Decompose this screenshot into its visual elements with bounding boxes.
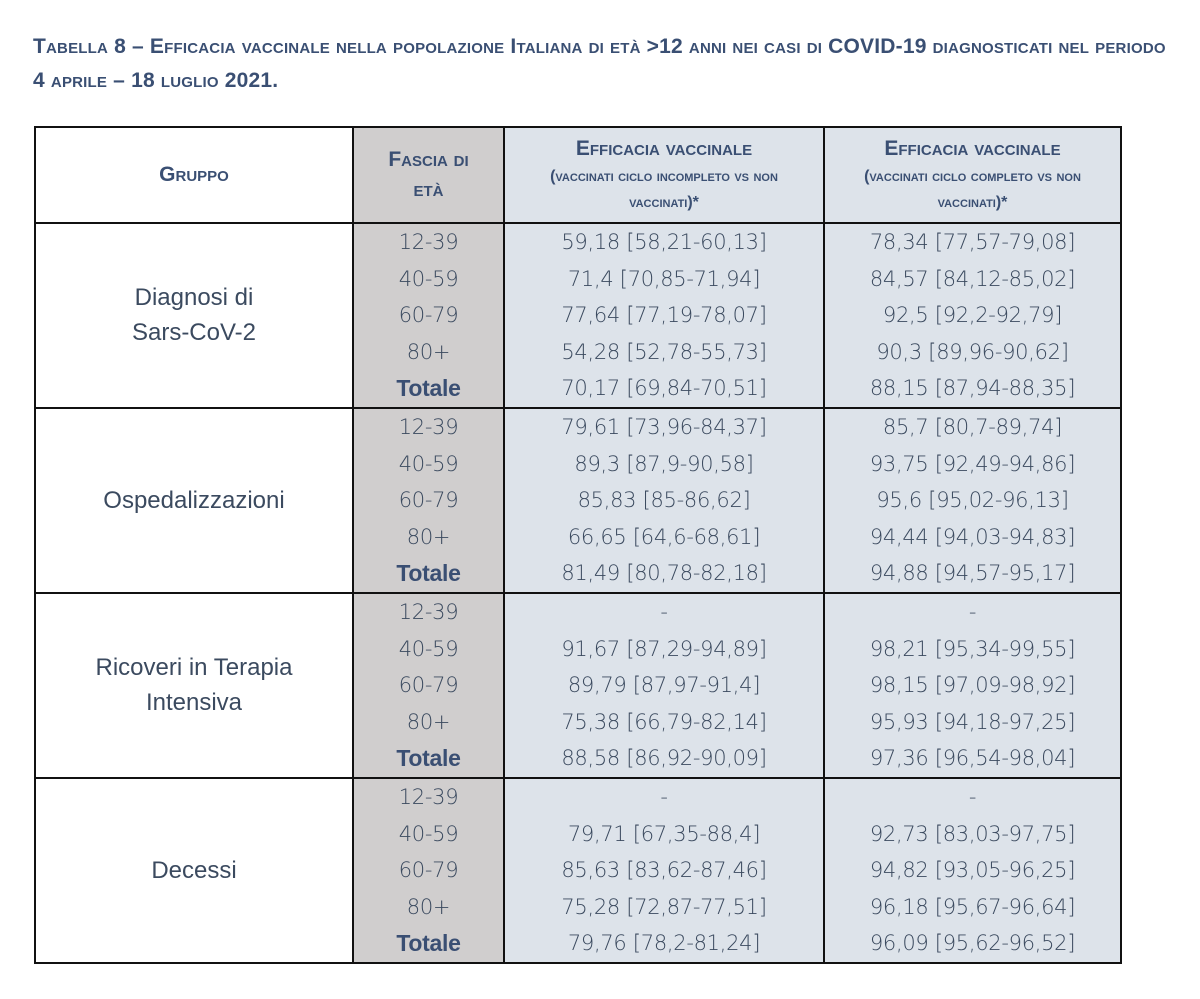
efficacy-cell: 98,15 [97,09-98,92] bbox=[869, 673, 1076, 698]
header-efficacy-complete: Efficacia vaccinale (vaccinati ciclo completo vs non vaccinati)* bbox=[824, 127, 1121, 223]
group-name bbox=[35, 593, 353, 778]
group-label: Diagnosi di Sars-CoV-2 bbox=[131, 284, 257, 347]
column-complete bbox=[824, 408, 1121, 593]
header-row bbox=[35, 127, 1121, 223]
age-cell: 12-39 bbox=[398, 784, 459, 809]
group-row bbox=[35, 778, 1121, 963]
age-cell: Totale bbox=[396, 560, 461, 587]
column-age bbox=[353, 408, 504, 593]
efficacy-cell: 92,5 [92,2-92,79] bbox=[882, 303, 1063, 328]
age-cell: Totale bbox=[396, 745, 461, 772]
group-name bbox=[35, 408, 353, 593]
efficacy-cell: 93,75 [92,49-94,86] bbox=[869, 451, 1076, 476]
efficacy-cell: 91,67 [87,29-94,89] bbox=[561, 636, 767, 661]
efficacy-cell: 85,7 [80,7-89,74] bbox=[882, 414, 1063, 439]
group-label: Ospedalizzazioni bbox=[103, 486, 285, 514]
efficacy-cell: 94,44 [94,03-94,83] bbox=[869, 524, 1076, 549]
efficacy-cell: 89,3 [87,9-90,58] bbox=[574, 451, 754, 476]
efficacy-cell: 84,57 [84,12-85,02] bbox=[869, 266, 1076, 291]
age-cell: 40-59 bbox=[398, 266, 459, 291]
efficacy-cell: - bbox=[660, 784, 668, 809]
age-cell: 60-79 bbox=[398, 673, 459, 698]
efficacy-cell: 77,64 [77,19-78,07] bbox=[561, 303, 767, 328]
age-cell: 60-79 bbox=[398, 488, 459, 513]
efficacy-cell: 96,18 [95,67-96,64] bbox=[869, 894, 1076, 919]
efficacy-cell: 79,71 [67,35-88,4] bbox=[567, 821, 761, 846]
efficacy-cell: - bbox=[968, 599, 977, 624]
header-efficacy-incomplete: Efficacia vaccinale (vaccinati ciclo incompleto vs non vaccinati)* bbox=[504, 127, 824, 223]
efficacy-cell: 66,65 [64,6-68,61] bbox=[567, 524, 761, 549]
age-cell: 12-39 bbox=[398, 414, 459, 439]
header-age: Fascia di età bbox=[353, 127, 504, 223]
efficacy-cell: 75,38 [66,79-82,14] bbox=[561, 709, 767, 734]
group-row bbox=[35, 593, 1121, 778]
column-incomplete bbox=[504, 778, 824, 963]
efficacy-cell: 70,17 [69,84-70,51] bbox=[561, 376, 767, 401]
efficacy-cell: 94,82 [93,05-96,25] bbox=[869, 858, 1076, 883]
efficacy-cell: 81,49 [80,78-82,18] bbox=[561, 561, 767, 586]
group-row bbox=[35, 408, 1121, 593]
efficacy-cell: 89,79 [87,97-91,4] bbox=[567, 673, 761, 698]
efficacy-cell: 85,83 [85-86,62] bbox=[577, 488, 751, 513]
age-cell: 80+ bbox=[406, 339, 451, 364]
efficacy-cell: 78,34 [77,57-79,08] bbox=[869, 230, 1076, 254]
column-age bbox=[353, 223, 504, 408]
vaccine-efficacy-table bbox=[34, 126, 1122, 964]
efficacy-cell: 59,18 [58,21-60,13] bbox=[561, 230, 767, 254]
efficacy-cell: 98,21 [95,34-99,55] bbox=[869, 636, 1076, 661]
header-group: Gruppo bbox=[35, 127, 353, 223]
column-complete bbox=[824, 778, 1121, 963]
column-incomplete bbox=[504, 408, 824, 593]
efficacy-cell: 90,3 [89,96-90,62] bbox=[876, 339, 1069, 364]
efficacy-cell: 94,88 [94,57-95,17] bbox=[869, 561, 1076, 586]
age-cell: 40-59 bbox=[398, 821, 459, 846]
efficacy-cell: 96,09 [95,62-96,52] bbox=[869, 931, 1076, 956]
efficacy-cell: 88,58 [86,92-90,09] bbox=[561, 746, 767, 771]
age-cell: 80+ bbox=[406, 709, 451, 734]
efficacy-cell: 75,28 [72,87-77,51] bbox=[561, 894, 767, 919]
column-complete bbox=[824, 223, 1121, 408]
efficacy-cell: 92,73 [83,03-97,75] bbox=[869, 821, 1076, 846]
efficacy-cell: 95,93 [94,18-97,25] bbox=[869, 709, 1076, 734]
age-cell: 60-79 bbox=[398, 858, 459, 883]
efficacy-cell: - bbox=[968, 784, 977, 809]
efficacy-cell: 79,76 [78,2-81,24] bbox=[567, 931, 761, 956]
column-incomplete bbox=[504, 593, 824, 778]
efficacy-cell: 79,61 [73,96-84,37] bbox=[561, 414, 767, 439]
column-age bbox=[353, 778, 504, 963]
age-cell: 12-39 bbox=[398, 230, 459, 254]
group-label: Ricoveri in Terapia Intensiva bbox=[95, 654, 293, 717]
group-row bbox=[35, 223, 1121, 408]
age-cell: Totale bbox=[396, 375, 461, 402]
age-cell: 40-59 bbox=[398, 451, 459, 476]
group-name bbox=[35, 223, 353, 408]
table-caption: Tabella 8 – Efficacia vaccinale nella popolazione Italiana di età >12 anni nei casi di COVID-19 diagnosticati nel periodo 4 aprile – 18 luglio 2021. bbox=[33, 35, 1166, 92]
column-complete bbox=[824, 593, 1121, 778]
age-cell: 80+ bbox=[406, 524, 451, 549]
column-incomplete bbox=[504, 223, 824, 408]
group-label: Decessi bbox=[151, 856, 237, 884]
age-cell: 40-59 bbox=[398, 636, 459, 661]
age-cell: Totale bbox=[396, 930, 461, 957]
age-cell: 12-39 bbox=[398, 599, 459, 624]
efficacy-cell: 85,63 [83,62-87,46] bbox=[561, 858, 767, 883]
efficacy-cell: 95,6 [95,02-96,13] bbox=[876, 488, 1069, 513]
efficacy-cell: 71,4 [70,85-71,94] bbox=[567, 266, 761, 291]
column-age bbox=[353, 593, 504, 778]
age-cell: 60-79 bbox=[398, 303, 459, 328]
group-name bbox=[35, 778, 353, 963]
efficacy-cell: 88,15 [87,94-88,35] bbox=[869, 376, 1076, 401]
efficacy-cell: 97,36 [96,54-98,04] bbox=[869, 746, 1076, 771]
efficacy-cell: 54,28 [52,78-55,73] bbox=[561, 339, 767, 364]
efficacy-cell: - bbox=[660, 599, 668, 624]
age-cell: 80+ bbox=[406, 894, 451, 919]
